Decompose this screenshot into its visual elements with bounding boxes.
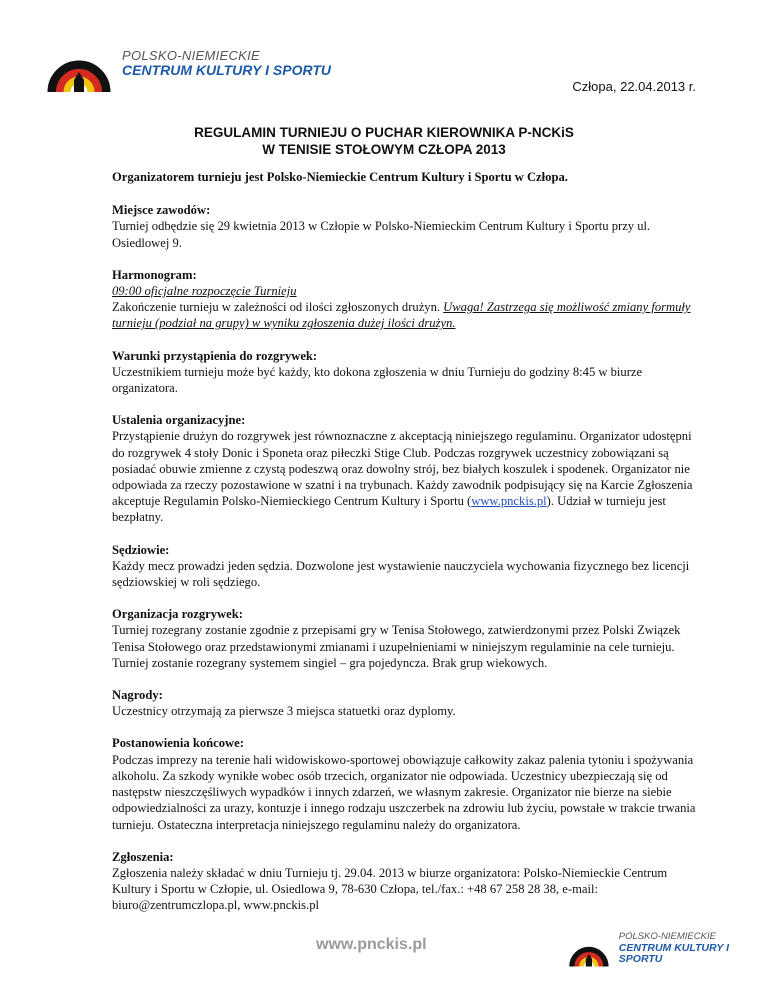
header-logo-line1: POLSKO-NIEMIECKIE <box>122 48 261 64</box>
section-heading: Organizacja rozgrywek: <box>112 607 243 622</box>
title-line-1: REGULAMIN TURNIEJU O PUCHAR KIEROWNIKA P-NCKiS <box>194 125 574 140</box>
section-text: Każdy mecz prowadzi jeden sędzia. Dozwolone jest wystawienie nauczyciela wychowania fizycznego bez licencji sędziowskiej w roli sędziego. <box>112 558 690 590</box>
title-line-2: W TENISIE STOŁOWYM CZŁOPA 2013 <box>262 142 506 157</box>
section-text <box>112 299 702 331</box>
section-heading: Nagrody: <box>112 688 163 703</box>
section-heading: Postanowienia końcowe: <box>112 736 244 751</box>
schedule-start: 09:00 oficjalne rozpoczęcie Turnieju <box>112 284 297 299</box>
section-organizacja <box>112 606 702 671</box>
place-date: Człopa, 22.04.2013 r. <box>572 79 696 94</box>
section-harmonogram <box>112 267 702 332</box>
footer-logo <box>567 928 768 970</box>
section-ustalenia <box>112 412 702 525</box>
pnckis-logo-icon <box>567 928 611 970</box>
schedule-end-text: Zakończenie turnieju w zależności od ilości zgłoszonych drużyn. <box>112 300 444 315</box>
document-title <box>0 124 768 158</box>
ustalenia-text-after: ). Udział w turnieju jest bezpłatny. <box>112 494 666 525</box>
header-logo-text <box>122 49 331 79</box>
section-nagrody <box>112 687 702 719</box>
footer-logo-line2: CENTRUM KULTURY I SPORTU <box>618 941 730 966</box>
ustalenia-text-before: Przystąpienie drużyn do rozgrywek jest równoznaczne z akceptacją niniejszego regulaminu. Organizator udostępni do rozgrywek 4 stoły Donic i Sponeta oraz piłeczki Stige Club. Podczas rozgrywek uczestnicy zobowiązani są posiadać obuwie zmienne z czystą podeszwą oraz dowolny strój, bez białych koszulek i spodenek. Organizator nie odpowiada za rzeczy pozostawione w szatni i na trybunach. Każdy zawodnik podpisujący się na Karcie Zgłoszenia akceptuje Regulamin Polsko-Niemieckiego Centrum Kultury i Sportu ( <box>112 429 693 509</box>
header-logo <box>44 32 331 96</box>
header-logo-line2: CENTRUM KULTURY I SPORTU <box>122 62 331 79</box>
section-text: Turniej odbędzie się 29 kwietnia 2013 w Człopie w Polsko-Niemieckim Centrum Kultury i Sportu przy ul. Osiedlowej 9. <box>112 219 651 250</box>
section-heading: Miejsce zawodów: <box>112 203 211 218</box>
section-heading: Zgłoszenia: <box>112 849 174 864</box>
section-sedziowie <box>112 542 702 591</box>
section-text: Zgłoszenia należy składać w dniu Turnieju tj. 29.04. 2013 w biurze organizatora: Polsko-Niemieckie Centrum Kultury i Sportu w Człopie, ul. Osiedlowa 9, 78-630 Człopa, tel./fax.: +48 67 258 28 38, e-mail: biuro@zentrumczlopa.pl, www.pnckis.pl <box>112 865 668 913</box>
pnckis-logo-icon <box>44 32 114 96</box>
section-warunki <box>112 348 702 397</box>
section-heading: Warunki przystąpienia do rozgrywek: <box>112 348 318 363</box>
section-heading: Ustalenia organizacyjne: <box>112 413 246 428</box>
section-text <box>112 428 702 525</box>
section-text: Uczestnikiem turnieju może być każdy, kto dokona zgłoszenia w dniu Turnieju do godziny 8:45 w biurze organizatora. <box>112 364 643 396</box>
document-body <box>112 169 702 930</box>
section-heading: Harmonogram: <box>112 267 197 282</box>
intro-organizer: Organizatorem turnieju jest Polsko-Niemieckie Centrum Kultury i Sportu w Człopa. <box>112 170 568 184</box>
schedule-warning: Uwaga! Zastrzega się możliwość zmiany formuły turnieju (podział na grupy) w wyniku zgłoszenia dużej ilości drużyn. <box>112 300 691 331</box>
footer-url: www.pnckis.pl <box>316 936 427 953</box>
section-text: Podczas imprezy na terenie hali widowiskowo-sportowej obowiązuje całkowity zakaz palenia tytoniu i spożywania alkoholu. Za szkody wynikłe wobec osób trzecich, organizator nie odpowiada. Uczestnicy ubezpieczają się od następstw nieszczęśliwych wypadków i innych zdarzeń, we własnym zakresie. Organizator nie bierze na siebie odpowiedzialności za urazy, kontuzje i innego rodzaju uszczerbek na zdrowiu lub życiu, powstałe w trakcie trwania turnieju. Ostateczna interpretacja niniejszego regulaminu należy do organizatora. <box>112 752 696 832</box>
footer-logo-line1: POLSKO-NIEMIECKIE <box>618 931 716 943</box>
section-heading: Sędziowie: <box>112 542 170 557</box>
pnckis-link[interactable]: www.pnckis.pl <box>471 494 547 509</box>
section-text: Turniej rozegrany zostanie zgodnie z przepisami gry w Tenisa Stołowego, zatwierdzonymi przez Polski Związek Tenisa Stołowego oraz przedstawionymi zmianami i uzupełnieniami w niniejszym regulaminie na cele turnieju. Turniej zostanie rozegrany systemem singiel – gra pojedyncza. Brak grup wiekowych. <box>112 623 681 670</box>
section-zgloszenia <box>112 849 702 914</box>
section-miejsce <box>112 202 702 251</box>
footer-logo-text <box>619 932 768 966</box>
section-text: Uczestnicy otrzymają za pierwsze 3 miejsca statuetki oraz dyplomy. <box>112 704 456 719</box>
section-postanowienia <box>112 735 702 832</box>
